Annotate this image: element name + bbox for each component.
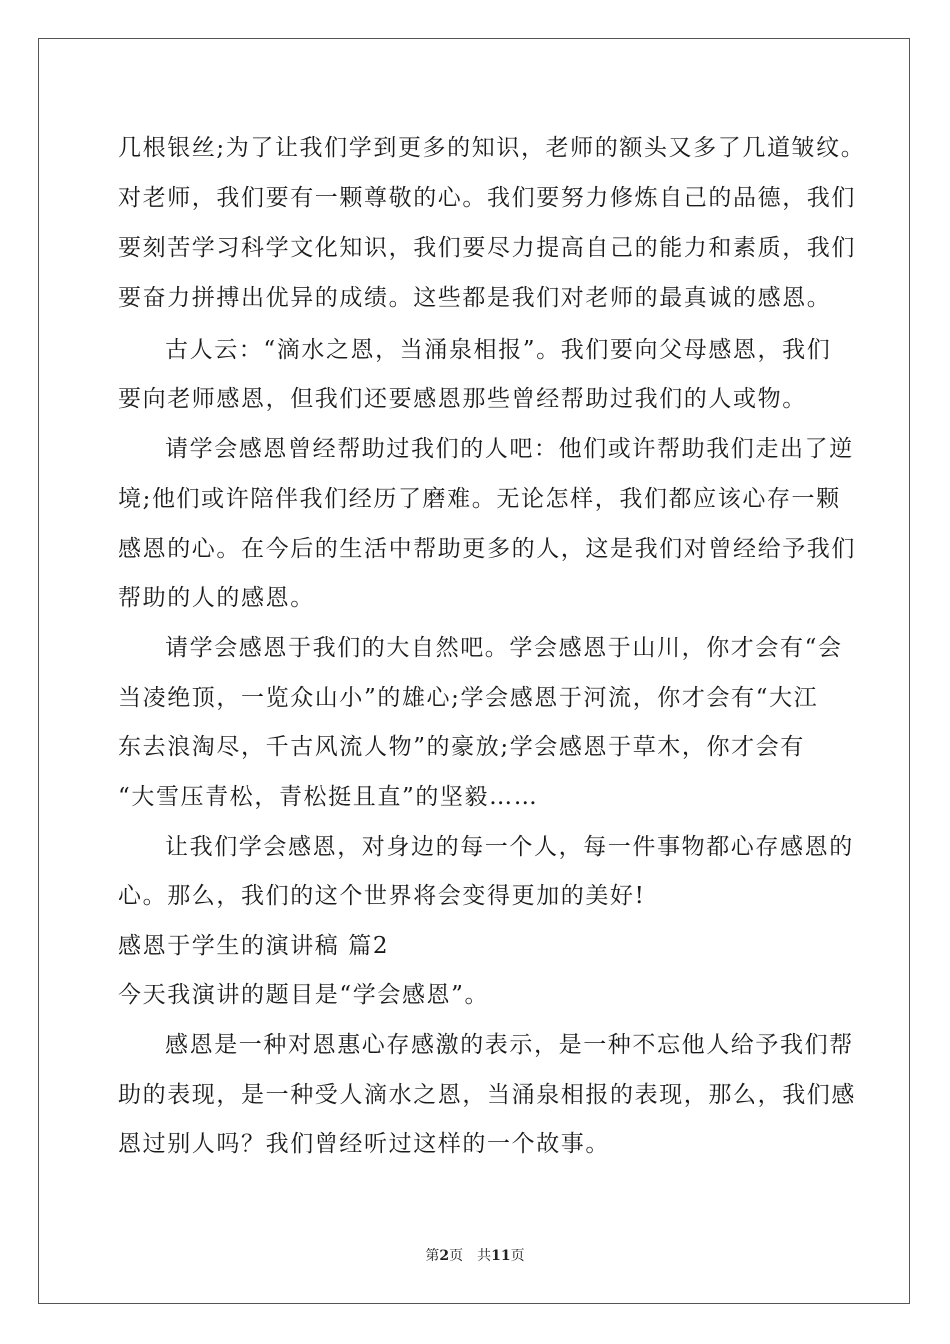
text-line: 感恩是一种对恩惠心存感激的表示，是一种不忘他人给予我们帮 <box>165 1032 854 1058</box>
text-line: 帮助的人的感恩。 <box>118 585 315 611</box>
page-mid: 页 共 <box>449 1248 492 1264</box>
text-line: 几根银丝;为了让我们学到更多的知识，老师的额头又多了几道皱纹。 <box>118 135 866 161</box>
text-line: 请学会感恩曾经帮助过我们的人吧：他们或许帮助我们走出了逆 <box>165 436 854 462</box>
page-border <box>38 38 910 1304</box>
page-prefix: 第 <box>425 1248 440 1264</box>
text-line: 古人云：“滴水之恩，当涌泉相报”。我们要向父母感恩，我们 <box>165 337 832 363</box>
text-line: 请学会感恩于我们的大自然吧。学会感恩于山川，你才会有“会 <box>165 635 843 661</box>
text-line: 境;他们或许陪伴我们经历了磨难。无论怎样，我们都应该心存一颗 <box>118 486 841 512</box>
text-line: 助的表现，是一种受人滴水之恩，当涌泉相报的表现，那么，我们感 <box>118 1082 856 1108</box>
page-suffix: 页 <box>510 1248 525 1264</box>
page-current: 2 <box>439 1248 450 1264</box>
text-line: “大雪压青松，青松挺且直”的坚毅…… <box>118 784 539 810</box>
text-line: 感恩的心。在今后的生活中帮助更多的人，这是我们对曾经给予我们 <box>118 536 856 562</box>
text-line: 心。那么，我们的这个世界将会变得更加的美好! <box>118 883 646 909</box>
text-line: 让我们学会感恩，对身边的每一个人，每一件事物都心存感恩的 <box>165 834 854 860</box>
text-line: 恩过别人吗？我们曾经听过这样的一个故事。 <box>118 1131 610 1157</box>
text-line: 东去浪淘尽，千古风流人物”的豪放;学会感恩于草木，你才会有 <box>118 734 805 760</box>
text-line: 要奋力拼搏出优异的成绩。这些都是我们对老师的最真诚的感恩。 <box>118 285 832 311</box>
page-footer <box>0 1245 950 1265</box>
page-total: 11 <box>491 1248 511 1264</box>
text-line: 今天我演讲的题目是“学会感恩”。 <box>118 982 490 1008</box>
text-line: 当凌绝顶，一览众山小”的雄心;学会感恩于河流，你才会有“大江 <box>118 685 819 711</box>
text-line: 要向老师感恩，但我们还要感恩那些曾经帮助过我们的人或物。 <box>118 386 807 412</box>
section-heading: 感恩于学生的演讲稿 篇2 <box>118 933 390 959</box>
text-line: 对老师，我们要有一颗尊敬的心。我们要努力修炼自己的品德，我们 <box>118 185 856 211</box>
text-line: 要刻苦学习科学文化知识，我们要尽力提高自己的能力和素质，我们 <box>118 235 856 261</box>
